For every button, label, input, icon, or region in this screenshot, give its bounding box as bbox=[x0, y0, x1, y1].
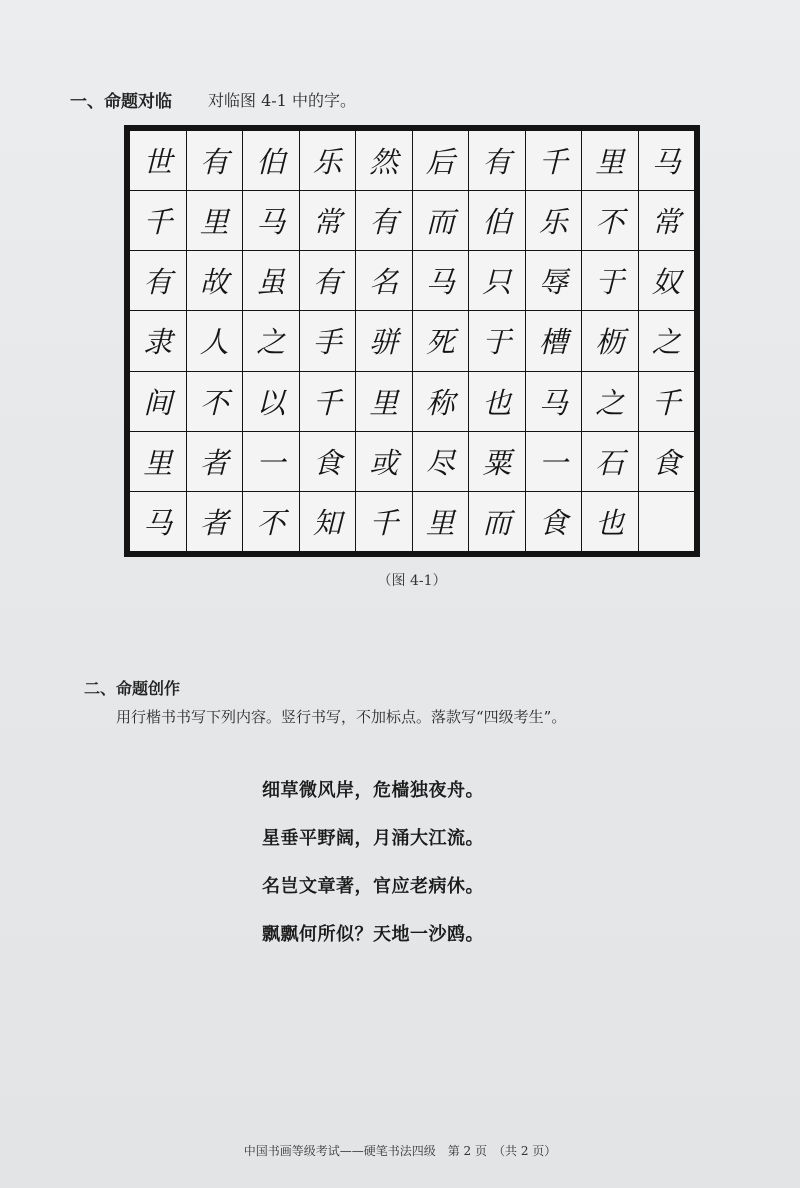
grid-cell: 尽 bbox=[413, 432, 469, 491]
grid-cell: 常 bbox=[300, 191, 356, 250]
grid-cell: 间 bbox=[130, 372, 186, 431]
grid-cell: 也 bbox=[582, 492, 638, 551]
grid-cell: 者 bbox=[187, 492, 243, 551]
grid-cell: 千 bbox=[130, 191, 186, 250]
grid-cell: 千 bbox=[300, 372, 356, 431]
section-1-heading: 一、命题对临 bbox=[70, 91, 172, 112]
grid-cell: 常 bbox=[639, 191, 695, 250]
grid-cell: 有 bbox=[300, 251, 356, 310]
grid-cell: 不 bbox=[187, 372, 243, 431]
grid-cell: 不 bbox=[243, 492, 299, 551]
page-footer: 中国书画等级考试——硬笔书法四级 第 2 页 （共 2 页） bbox=[243, 1144, 557, 1158]
section-2-instruction: 用行楷书书写下列内容。竖行书写，不加标点。落款写“四级考生”。 bbox=[116, 708, 567, 726]
grid-cell: 故 bbox=[187, 251, 243, 310]
section-1-header bbox=[70, 84, 356, 114]
grid-cell: 之 bbox=[243, 311, 299, 370]
grid-cell: 称 bbox=[413, 372, 469, 431]
grid-cell: 槽 bbox=[526, 311, 582, 370]
grid-cell: 粟 bbox=[469, 432, 525, 491]
grid-cell: 有 bbox=[130, 251, 186, 310]
grid-cell: 里 bbox=[582, 131, 638, 190]
grid-cell: 千 bbox=[356, 492, 412, 551]
grid-cell: 也 bbox=[469, 372, 525, 431]
grid-cell: 不 bbox=[582, 191, 638, 250]
grid-cell: 以 bbox=[243, 372, 299, 431]
grid-cell: 一 bbox=[526, 432, 582, 491]
grid-cell: 千 bbox=[639, 372, 695, 431]
grid-cell: 虽 bbox=[243, 251, 299, 310]
poem-line-1: 细草微风岸，危樯独夜舟。 bbox=[262, 780, 484, 801]
grid-cell bbox=[639, 492, 695, 551]
grid-cell: 有 bbox=[187, 131, 243, 190]
poem-line-4: 飘飘何所似？天地一沙鸥。 bbox=[262, 924, 484, 945]
grid-cell: 而 bbox=[469, 492, 525, 551]
grid-cell: 之 bbox=[582, 372, 638, 431]
grid-cell: 枥 bbox=[582, 311, 638, 370]
grid-cell: 手 bbox=[300, 311, 356, 370]
grid-cell: 后 bbox=[413, 131, 469, 190]
grid-cell: 乐 bbox=[300, 131, 356, 190]
grid-cell: 人 bbox=[187, 311, 243, 370]
grid-cell: 千 bbox=[526, 131, 582, 190]
grid-cell: 食 bbox=[526, 492, 582, 551]
grid-cell: 石 bbox=[582, 432, 638, 491]
grid-cell: 里 bbox=[356, 372, 412, 431]
section-2-heading: 二、命题创作 bbox=[84, 679, 181, 698]
grid-cell: 伯 bbox=[469, 191, 525, 250]
grid-cell: 有 bbox=[469, 131, 525, 190]
section-1-instruction: 对临图 4-1 中的字。 bbox=[208, 90, 356, 110]
grid-cell: 食 bbox=[300, 432, 356, 491]
grid-cell: 马 bbox=[243, 191, 299, 250]
grid-cell: 马 bbox=[130, 492, 186, 551]
grid-cell: 食 bbox=[639, 432, 695, 491]
figure-caption: （图 4-1） bbox=[377, 573, 447, 589]
grid-cell: 或 bbox=[356, 432, 412, 491]
grid-cell: 一 bbox=[243, 432, 299, 491]
grid-cell: 马 bbox=[526, 372, 582, 431]
grid-cell: 里 bbox=[413, 492, 469, 551]
grid-cell: 名 bbox=[356, 251, 412, 310]
grid-cell: 知 bbox=[300, 492, 356, 551]
grid-cell: 辱 bbox=[526, 251, 582, 310]
grid-cell: 隶 bbox=[130, 311, 186, 370]
grid-cell: 之 bbox=[639, 311, 695, 370]
poem bbox=[262, 777, 484, 969]
grid-cell: 世 bbox=[130, 131, 186, 190]
grid-cell: 于 bbox=[582, 251, 638, 310]
grid-cell: 乐 bbox=[526, 191, 582, 250]
poem-line-2: 星垂平野阔，月涌大江流。 bbox=[262, 828, 484, 849]
grid-cell: 马 bbox=[639, 131, 695, 190]
grid-cell: 而 bbox=[413, 191, 469, 250]
poem-line-3: 名岂文章著，官应老病休。 bbox=[262, 876, 484, 897]
grid-cell: 骈 bbox=[356, 311, 412, 370]
grid-cell: 于 bbox=[469, 311, 525, 370]
grid-cell: 里 bbox=[187, 191, 243, 250]
grid-cell: 奴 bbox=[639, 251, 695, 310]
grid-cell: 者 bbox=[187, 432, 243, 491]
grid-cell: 伯 bbox=[243, 131, 299, 190]
grid-cell: 死 bbox=[413, 311, 469, 370]
copy-character-grid bbox=[124, 125, 700, 557]
grid-cell: 然 bbox=[356, 131, 412, 190]
grid-cell: 只 bbox=[469, 251, 525, 310]
grid-cell: 马 bbox=[413, 251, 469, 310]
grid-cell: 里 bbox=[130, 432, 186, 491]
grid-cell: 有 bbox=[356, 191, 412, 250]
